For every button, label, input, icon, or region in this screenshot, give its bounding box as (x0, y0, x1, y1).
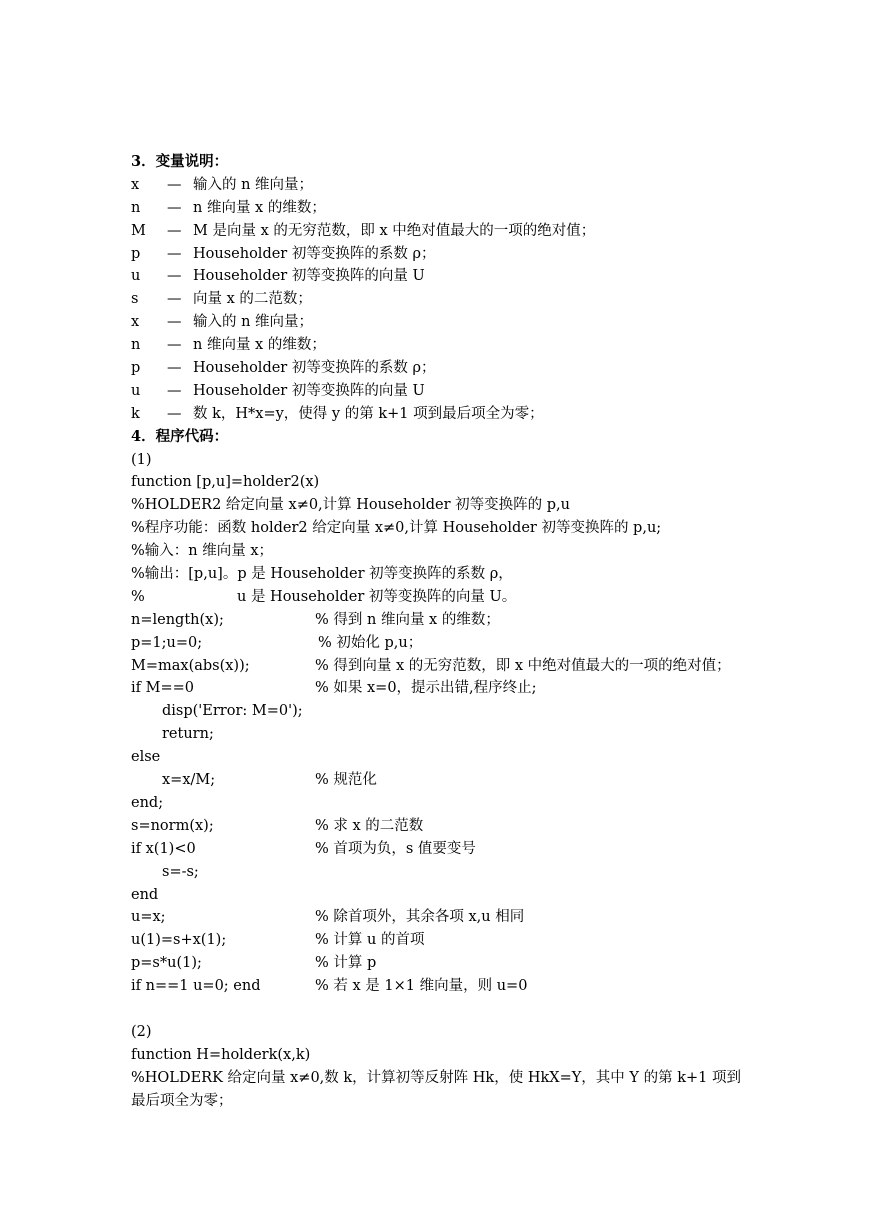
variable-row (131, 311, 771, 334)
code-statement: p=s*u(1); (131, 955, 202, 972)
comment-marker: % (131, 588, 145, 605)
code-line (131, 838, 771, 861)
comment-text: u 是 Householder 初等变换阵的向量 U。 (237, 588, 517, 605)
code-statement: s=-s; (162, 863, 199, 880)
dash-separator: — (167, 314, 182, 331)
dash-separator: — (167, 268, 182, 285)
variable-row (131, 380, 771, 403)
variable-description: 数 k，H*x=y，使得 y 的第 k+1 项到最后项全为零； (193, 405, 544, 422)
code-comment: % 首项为负，s 值要变号 (315, 840, 476, 857)
code-line (131, 700, 771, 723)
code-statement: if n==1 u=0; end (131, 978, 261, 995)
code-block (131, 609, 771, 998)
input-comment: %输入：n 维向量 x； (131, 543, 274, 560)
output-comment-continued (131, 586, 771, 609)
code-line (131, 861, 771, 884)
variable-description: n 维向量 x 的维数； (193, 337, 326, 354)
code-line (131, 655, 771, 678)
variable-description: 向量 x 的二范数； (193, 291, 312, 308)
code-line (131, 792, 771, 815)
dash-separator: — (167, 405, 182, 422)
code-line (131, 906, 771, 929)
part-1-label: (1) (131, 451, 152, 468)
code-statement: u=x; (131, 909, 166, 926)
code-statement: if x(1)<0 (131, 840, 196, 857)
dash-separator: — (167, 176, 182, 193)
code-comment: % 得到 n 维向量 x 的维数； (315, 611, 500, 628)
code-line (131, 746, 771, 769)
code-comment: % 如果 x=0，提示出错,程序终止; (315, 680, 537, 697)
variable-name: s (131, 291, 139, 308)
variable-row (131, 197, 771, 220)
dash-separator: — (167, 199, 182, 216)
dash-separator: — (167, 337, 182, 354)
code-statement: return; (162, 726, 214, 743)
code-line (131, 723, 771, 746)
code-line (131, 677, 771, 700)
code-comment: % 计算 u 的首项 (315, 932, 425, 949)
code-comment: % 计算 p (315, 955, 377, 972)
variable-row (131, 288, 771, 311)
variable-description: Householder 初等变换阵的向量 U (193, 382, 425, 399)
variable-row (131, 265, 771, 288)
variable-name: x (131, 314, 140, 331)
code-line (131, 952, 771, 975)
variable-description: 输入的 n 维向量； (193, 176, 314, 193)
code-statement: x=x/M; (162, 772, 216, 789)
code-statement: u(1)=s+x(1); (131, 932, 227, 949)
variable-row (131, 243, 771, 266)
holderk-help-comment: %HOLDERK 给定向量 x≠0,数 k，计算初等反射阵 Hk，使 HkX=Y，其中 Y 的第 k+1 项到最后项全为零； (131, 1069, 741, 1109)
code-line (131, 815, 771, 838)
variable-name: u (131, 268, 141, 285)
output-comment: %输出：[p,u]。p 是 Householder 初等变换阵的系数 ρ， (131, 566, 513, 583)
dash-separator: — (167, 222, 182, 239)
variable-row (131, 403, 771, 426)
variable-name: k (131, 405, 140, 422)
function-description-comment: %程序功能：函数 holder2 给定向量 x≠0,计算 Householder 初等变换阵的 p,u; (131, 520, 662, 537)
code-statement: end; (131, 794, 164, 811)
dash-separator: — (167, 382, 182, 399)
variable-name: p (131, 360, 141, 377)
variable-description: Householder 初等变换阵的向量 U (193, 268, 425, 285)
document-page (131, 151, 771, 1112)
function-signature: function [p,u]=holder2(x) (131, 474, 320, 491)
code-statement: disp('Error: M=0'); (162, 703, 303, 720)
code-line (131, 769, 771, 792)
section-3-heading: 3．变量说明： (131, 153, 229, 170)
variable-row (131, 174, 771, 197)
variable-name: p (131, 245, 141, 262)
variable-name: x (131, 176, 140, 193)
blank-line (131, 998, 771, 1021)
variable-description: M 是向量 x 的无穷范数，即 x 中绝对值最大的一项的绝对值； (193, 222, 596, 239)
function-signature-2: function H=holderk(x,k) (131, 1046, 311, 1063)
code-statement: M=max(abs(x)); (131, 657, 250, 674)
variable-row (131, 220, 771, 243)
code-line (131, 632, 771, 655)
code-line (131, 609, 771, 632)
dash-separator: — (167, 291, 182, 308)
dash-separator: — (167, 245, 182, 262)
variable-name: n (131, 199, 141, 216)
code-comment: % 除首项外，其余各项 x,u 相同 (315, 909, 525, 926)
part-2-label: (2) (131, 1023, 152, 1040)
code-comment: % 求 x 的二范数 (315, 817, 424, 834)
variable-description: Householder 初等变换阵的系数 ρ； (193, 360, 436, 377)
code-comment: % 若 x 是 1×1 维向量，则 u=0 (315, 978, 528, 995)
code-line (131, 975, 771, 998)
variable-row (131, 334, 771, 357)
variable-name: n (131, 337, 141, 354)
code-statement: p=1;u=0; (131, 634, 203, 651)
variable-description: n 维向量 x 的维数； (193, 199, 326, 216)
code-comment: % 得到向量 x 的无穷范数，即 x 中绝对值最大的一项的绝对值； (315, 657, 731, 674)
code-statement: s=norm(x); (131, 817, 214, 834)
variable-description: 输入的 n 维向量； (193, 314, 314, 331)
code-line (131, 929, 771, 952)
code-comment: % 初始化 p,u； (318, 634, 423, 651)
code-line (131, 884, 771, 907)
code-statement: if M==0 (131, 680, 194, 697)
variable-name: M (131, 222, 146, 239)
help-comment: %HOLDER2 给定向量 x≠0,计算 Householder 初等变换阵的 p,u (131, 497, 570, 514)
variable-row (131, 357, 771, 380)
section-4-heading: 4．程序代码： (131, 427, 229, 445)
dash-separator: — (167, 360, 182, 377)
code-comment: % 规范化 (315, 772, 377, 789)
variable-description: Householder 初等变换阵的系数 ρ； (193, 245, 436, 262)
code-statement: end (131, 886, 159, 903)
variable-list (131, 174, 771, 426)
code-statement: else (131, 749, 161, 766)
variable-name: u (131, 382, 141, 399)
code-statement: n=length(x); (131, 611, 224, 628)
